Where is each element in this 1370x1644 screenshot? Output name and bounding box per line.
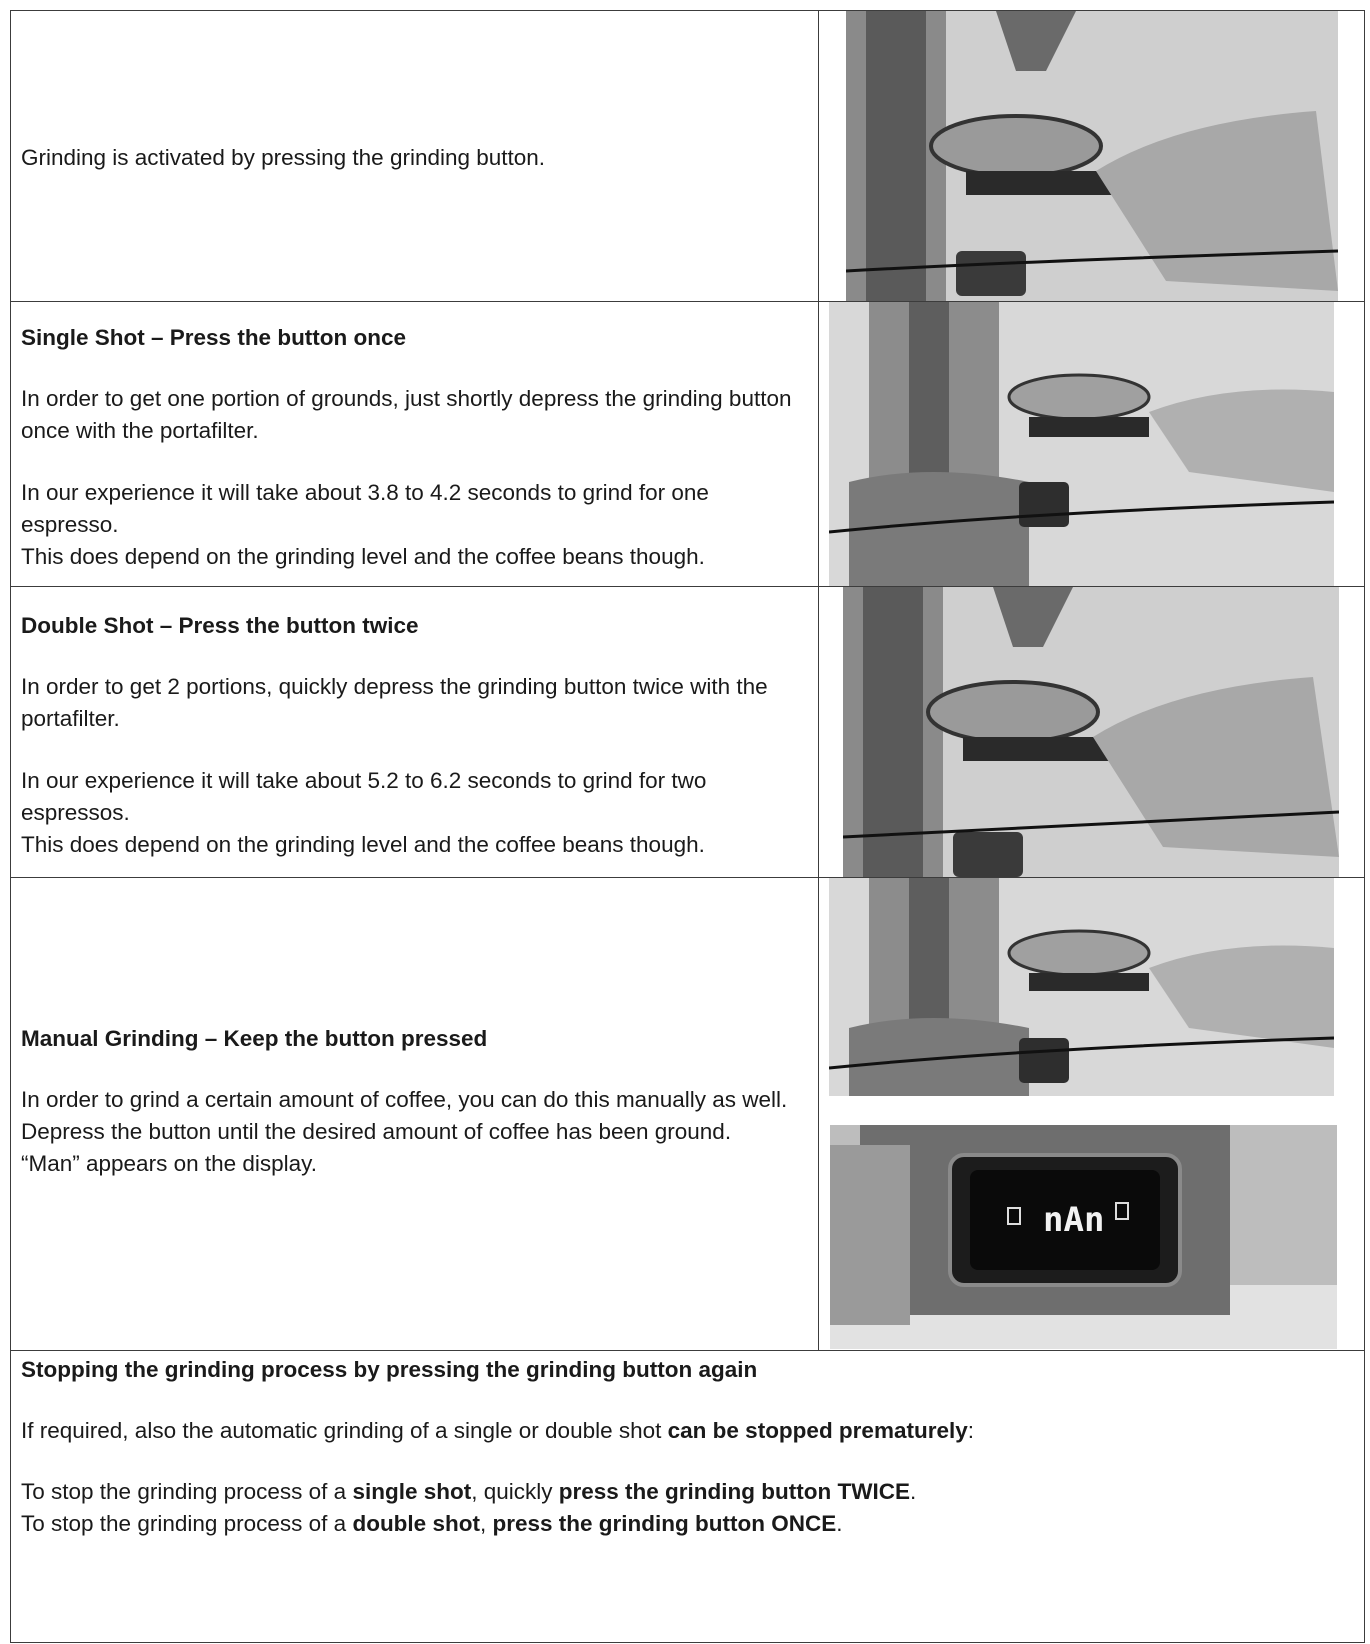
stop-l1-pre: To stop the grinding process of a <box>21 1479 353 1504</box>
double-p2b: This does depend on the grinding level and the coffee beans though. <box>21 832 705 857</box>
stop-p1 <box>21 1415 974 1447</box>
photo-grinder-manual <box>829 878 1334 1096</box>
row-intro <box>11 11 1364 302</box>
intro-image-cell <box>819 11 1364 301</box>
stop-line-single <box>21 1476 916 1508</box>
stop-l2-mid: , <box>479 1511 493 1536</box>
stop-line-double <box>21 1508 916 1540</box>
intro-text-cell <box>11 11 819 301</box>
row-manual <box>11 878 1364 1351</box>
single-p2b: This does depend on the grinding level and the coffee beans though. <box>21 544 705 569</box>
single-heading: Single Shot – Press the button once <box>21 325 407 350</box>
single-text-cell <box>11 302 819 586</box>
row-stop <box>11 1351 1364 1643</box>
photo-display-man <box>830 1125 1337 1349</box>
photo-grinder-single-shot <box>829 302 1334 586</box>
stop-l2-pre: To stop the grinding process of a <box>21 1511 353 1536</box>
row-double-shot <box>11 587 1364 878</box>
instruction-table <box>10 10 1365 1643</box>
stop-l1-mid: , quickly <box>471 1479 559 1504</box>
photo-grinder-double-shot <box>843 587 1339 877</box>
stop-l2-post: . <box>836 1511 843 1536</box>
double-image-cell <box>819 587 1364 877</box>
stop-p1-post: : <box>967 1418 975 1443</box>
manual-text-cell <box>11 878 819 1350</box>
double-p1: In order to get 2 portions, quickly depress the grinding button twice with the portafilter. <box>21 674 768 731</box>
stop-text-cell <box>11 1351 1364 1643</box>
stop-l1-b1: single shot <box>352 1479 472 1504</box>
stop-l1-post: . <box>909 1479 917 1504</box>
double-p2a: In our experience it will take about 5.2 to 6.2 seconds to grind for two espressos. <box>21 768 707 825</box>
manual-heading: Manual Grinding – Keep the button pressed <box>21 1026 488 1051</box>
row-single-shot <box>11 302 1364 587</box>
stop-l2-b2: press the grinding button ONCE <box>492 1511 837 1536</box>
single-p1: In order to get one portion of grounds, just shortly depress the grinding button once with the portafilter. <box>21 386 792 443</box>
stop-l1-b2: press the grinding button TWICE <box>558 1479 910 1504</box>
manual-p2: “Man” appears on the display. <box>21 1151 317 1176</box>
manual-image-cell <box>819 878 1364 1350</box>
intro-text: Grinding is activated by pressing the grinding button. <box>21 145 546 170</box>
single-p2a: In our experience it will take about 3.8 to 4.2 seconds to grind for one espresso. <box>21 480 709 537</box>
svg-text:nAn: nAn <box>1043 1200 1105 1240</box>
stop-l2-b1: double shot <box>352 1511 480 1536</box>
manual-p1: In order to grind a certain amount of coffee, you can do this manually as well. Depress the button until the desired amount of coffee has been ground. <box>21 1087 788 1144</box>
photo-grinder-portafilter-hand <box>846 11 1338 301</box>
stop-p1-bold: can be stopped prematurely <box>667 1418 968 1443</box>
single-image-cell <box>819 302 1364 586</box>
stop-heading: Stopping the grinding process by pressing the grinding button again <box>21 1357 758 1382</box>
double-text-cell <box>11 587 819 877</box>
stop-p1-pre: If required, also the automatic grinding of a single or double shot <box>21 1418 668 1443</box>
double-heading: Double Shot – Press the button twice <box>21 613 419 638</box>
